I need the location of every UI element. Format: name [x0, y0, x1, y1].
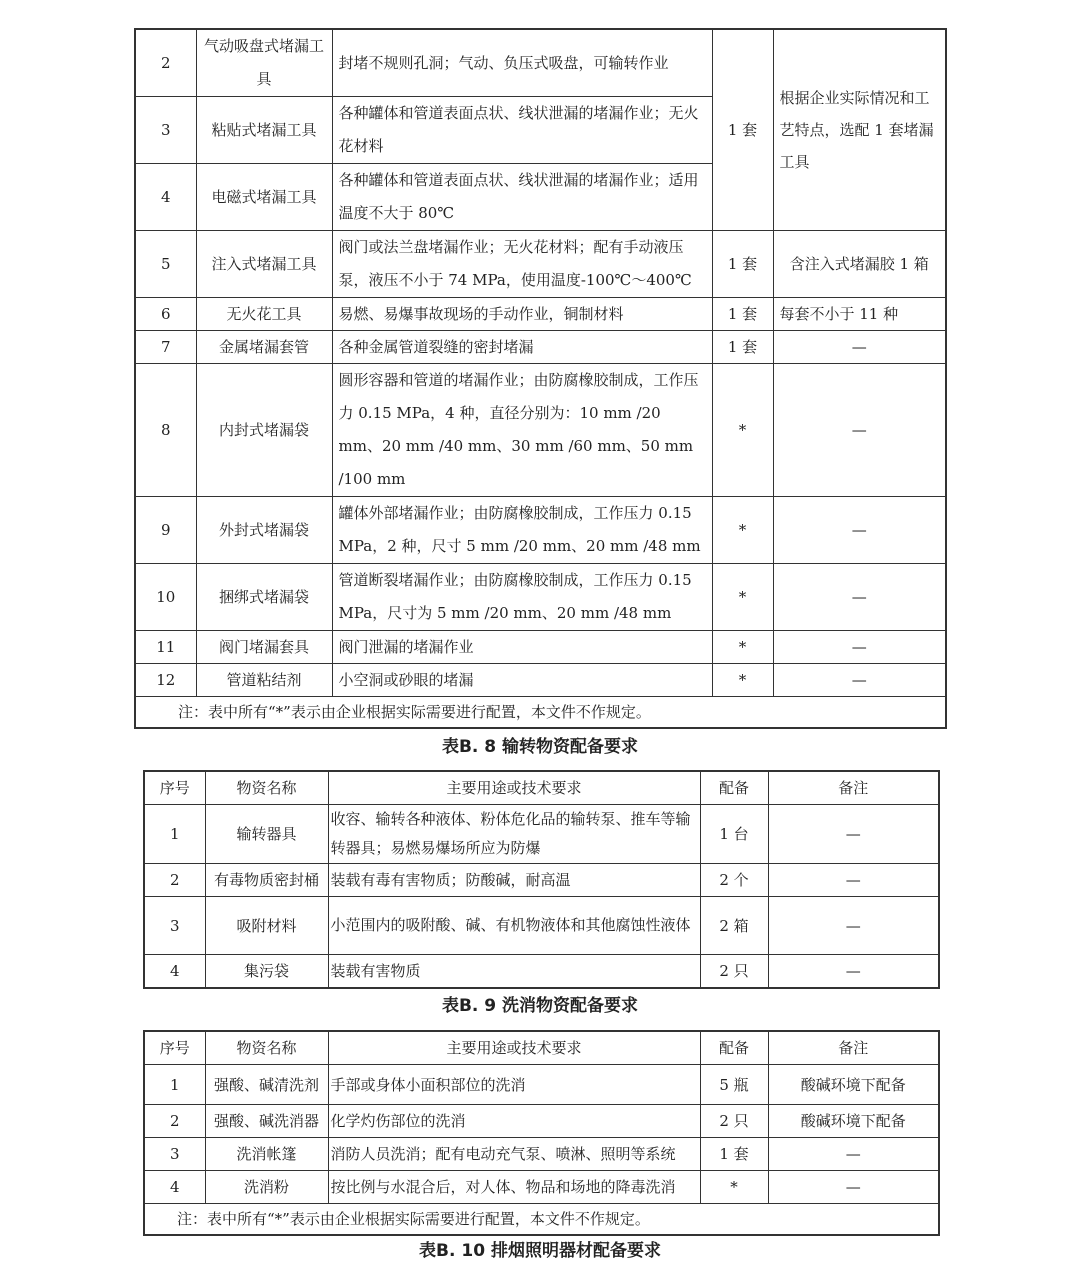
- item-remark: —: [773, 631, 946, 664]
- table-caption-b8: 表B. 8 输转物资配备要求: [441, 737, 639, 757]
- item-remark: —: [768, 864, 939, 897]
- item-quantity: 1 台: [700, 805, 768, 864]
- item-description: 各种金属管道裂缝的密封堵漏: [332, 331, 712, 364]
- item-name: 电磁式堵漏工具: [196, 164, 332, 231]
- row-number: 3: [135, 97, 196, 164]
- item-remark: —: [773, 564, 946, 631]
- item-name: 吸附材料: [205, 897, 328, 955]
- item-description: 收容、输转各种液体、粉体危化品的输转泵、推车等输转器具；易燃易爆场所应为防爆: [328, 805, 700, 864]
- item-quantity: 2 箱: [700, 897, 768, 955]
- table-b7-continued: [134, 28, 947, 729]
- row-number: 2: [144, 864, 205, 897]
- item-remark: 酸碱环境下配备: [768, 1105, 939, 1138]
- item-remark: —: [773, 664, 946, 697]
- table-row: [135, 497, 946, 564]
- row-number: 5: [135, 231, 196, 298]
- item-quantity: 2 只: [700, 955, 768, 989]
- row-number: 3: [144, 1138, 205, 1171]
- table-row: [135, 664, 946, 697]
- item-quantity: 1 套: [712, 231, 773, 298]
- table-note: 注：表中所有“*”表示由企业根据实际需要进行配置，本文件不作规定。: [135, 697, 946, 729]
- item-name: 阀门堵漏套具: [196, 631, 332, 664]
- item-description: 圆形容器和管道的堵漏作业；由防腐橡胶制成，工作压力 0.15 MPa，4 种，直径分别为：10 mm /20 mm、20 mm /40 mm、30 mm /60 mm、50 mm /100 mm: [332, 364, 712, 497]
- item-remark: —: [768, 1138, 939, 1171]
- header-description: 主要用途或技术要求: [328, 771, 700, 805]
- item-description: 手部或身体小面积部位的洗消: [328, 1065, 700, 1105]
- table-row: [135, 298, 946, 331]
- table-row: [144, 897, 939, 955]
- item-description: 小空洞或砂眼的堵漏: [332, 664, 712, 697]
- item-description: 封堵不规则孔洞；气动、负压式吸盘，可输转作业: [332, 29, 712, 97]
- header-description: 主要用途或技术要求: [328, 1031, 700, 1065]
- table-row: [144, 1138, 939, 1171]
- item-name: 强酸、碱洗消器: [205, 1105, 328, 1138]
- item-quantity: 2 只: [700, 1105, 768, 1138]
- table-b9: [143, 1030, 940, 1236]
- item-remark: —: [768, 1171, 939, 1204]
- item-quantity: *: [712, 364, 773, 497]
- item-name: 输转器具: [205, 805, 328, 864]
- item-quantity: 5 瓶: [700, 1065, 768, 1105]
- row-number: 4: [144, 1171, 205, 1204]
- item-description: 装载有害物质: [328, 955, 700, 989]
- item-description: 装载有毒有害物质；防酸碱，耐高温: [328, 864, 700, 897]
- table-row: [144, 864, 939, 897]
- item-description: 阀门泄漏的堵漏作业: [332, 631, 712, 664]
- item-quantity: 1 套: [700, 1138, 768, 1171]
- item-remark: —: [768, 955, 939, 989]
- table-row: [144, 805, 939, 864]
- item-name: 内封式堵漏袋: [196, 364, 332, 497]
- row-number: 10: [135, 564, 196, 631]
- item-remark: —: [773, 497, 946, 564]
- item-description: 各种罐体和管道表面点状、线状泄漏的堵漏作业；适用温度不大于 80℃: [332, 164, 712, 231]
- row-number: 3: [144, 897, 205, 955]
- row-number: 2: [144, 1105, 205, 1138]
- table-row: [135, 331, 946, 364]
- item-name: 有毒物质密封桶: [205, 864, 328, 897]
- item-remark: —: [773, 331, 946, 364]
- table-row: [144, 955, 939, 989]
- item-description: 按比例与水混合后，对人体、物品和场地的降毒洗消: [328, 1171, 700, 1204]
- item-name: 无火花工具: [196, 298, 332, 331]
- header-name: 物资名称: [205, 771, 328, 805]
- table-row: [135, 231, 946, 298]
- row-number: 1: [144, 805, 205, 864]
- item-name: 洗消粉: [205, 1171, 328, 1204]
- item-quantity: *: [712, 497, 773, 564]
- item-description: 易燃、易爆事故现场的手动作业，铜制材料: [332, 298, 712, 331]
- item-remark: 酸碱环境下配备: [768, 1065, 939, 1105]
- item-remark: 含注入式堵漏胶 1 箱: [773, 231, 946, 298]
- table-header-row: [144, 771, 939, 805]
- table-row: [135, 364, 946, 497]
- item-remark: —: [768, 897, 939, 955]
- row-number: 9: [135, 497, 196, 564]
- table-row: [135, 631, 946, 664]
- table-row: [144, 1171, 939, 1204]
- table-row: [144, 1065, 939, 1105]
- item-description: 消防人员洗消；配有电动充气泵、喷淋、照明等系统: [328, 1138, 700, 1171]
- row-number: 12: [135, 664, 196, 697]
- item-description: 管道断裂堵漏作业；由防腐橡胶制成，工作压力 0.15 MPa，尺寸为 5 mm /20 mm、20 mm /48 mm: [332, 564, 712, 631]
- item-remark: —: [773, 364, 946, 497]
- item-name: 金属堵漏套管: [196, 331, 332, 364]
- item-quantity: 1 套: [712, 331, 773, 364]
- item-description: 罐体外部堵漏作业；由防腐橡胶制成，工作压力 0.15 MPa，2 种，尺寸 5 mm /20 mm、20 mm /48 mm: [332, 497, 712, 564]
- item-name: 外封式堵漏袋: [196, 497, 332, 564]
- table-row: [144, 1105, 939, 1138]
- item-remark: 根据企业实际情况和工艺特点，选配 1 套堵漏工具: [773, 29, 946, 231]
- item-quantity: *: [700, 1171, 768, 1204]
- item-name: 注入式堵漏工具: [196, 231, 332, 298]
- item-name: 管道粘结剂: [196, 664, 332, 697]
- item-remark: —: [768, 805, 939, 864]
- item-description: 小范围内的吸附酸、碱、有机物液体和其他腐蚀性液体: [328, 897, 700, 955]
- table-caption-b9: 表B. 9 洗消物资配备要求: [441, 996, 639, 1016]
- item-description: 阀门或法兰盘堵漏作业；无火花材料；配有手动液压泵，液压不小于 74 MPa，使用温度-100℃～400℃: [332, 231, 712, 298]
- header-remark: 备注: [768, 1031, 939, 1065]
- table-note-row: [135, 697, 946, 729]
- row-number: 2: [135, 29, 196, 97]
- row-number: 4: [135, 164, 196, 231]
- item-name: 粘贴式堵漏工具: [196, 97, 332, 164]
- item-quantity: *: [712, 631, 773, 664]
- row-number: 4: [144, 955, 205, 989]
- item-name: 洗消帐篷: [205, 1138, 328, 1171]
- header-quantity: 配备: [700, 1031, 768, 1065]
- item-name: 集污袋: [205, 955, 328, 989]
- table-header-row: [144, 1031, 939, 1065]
- item-name: 捆绑式堵漏袋: [196, 564, 332, 631]
- item-description: 化学灼伤部位的洗消: [328, 1105, 700, 1138]
- table-row: [135, 564, 946, 631]
- table-row: [135, 29, 946, 97]
- header-number: 序号: [144, 771, 205, 805]
- header-number: 序号: [144, 1031, 205, 1065]
- row-number: 1: [144, 1065, 205, 1105]
- row-number: 7: [135, 331, 196, 364]
- header-name: 物资名称: [205, 1031, 328, 1065]
- header-remark: 备注: [768, 771, 939, 805]
- item-quantity: 1 套: [712, 29, 773, 231]
- item-quantity: *: [712, 664, 773, 697]
- header-quantity: 配备: [700, 771, 768, 805]
- item-quantity: *: [712, 564, 773, 631]
- table-b8: [143, 770, 940, 989]
- row-number: 6: [135, 298, 196, 331]
- item-remark: 每套不小于 11 种: [773, 298, 946, 331]
- table-note: 注：表中所有“*”表示由企业根据实际需要进行配置，本文件不作规定。: [144, 1204, 939, 1236]
- table-caption-b10: 表B. 10 排烟照明器材配备要求: [419, 1241, 661, 1261]
- item-quantity: 2 个: [700, 864, 768, 897]
- item-name: 气动吸盘式堵漏工具: [196, 29, 332, 97]
- row-number: 8: [135, 364, 196, 497]
- item-name: 强酸、碱清洗剂: [205, 1065, 328, 1105]
- row-number: 11: [135, 631, 196, 664]
- table-note-row: [144, 1204, 939, 1236]
- item-quantity: 1 套: [712, 298, 773, 331]
- item-description: 各种罐体和管道表面点状、线状泄漏的堵漏作业；无火花材料: [332, 97, 712, 164]
